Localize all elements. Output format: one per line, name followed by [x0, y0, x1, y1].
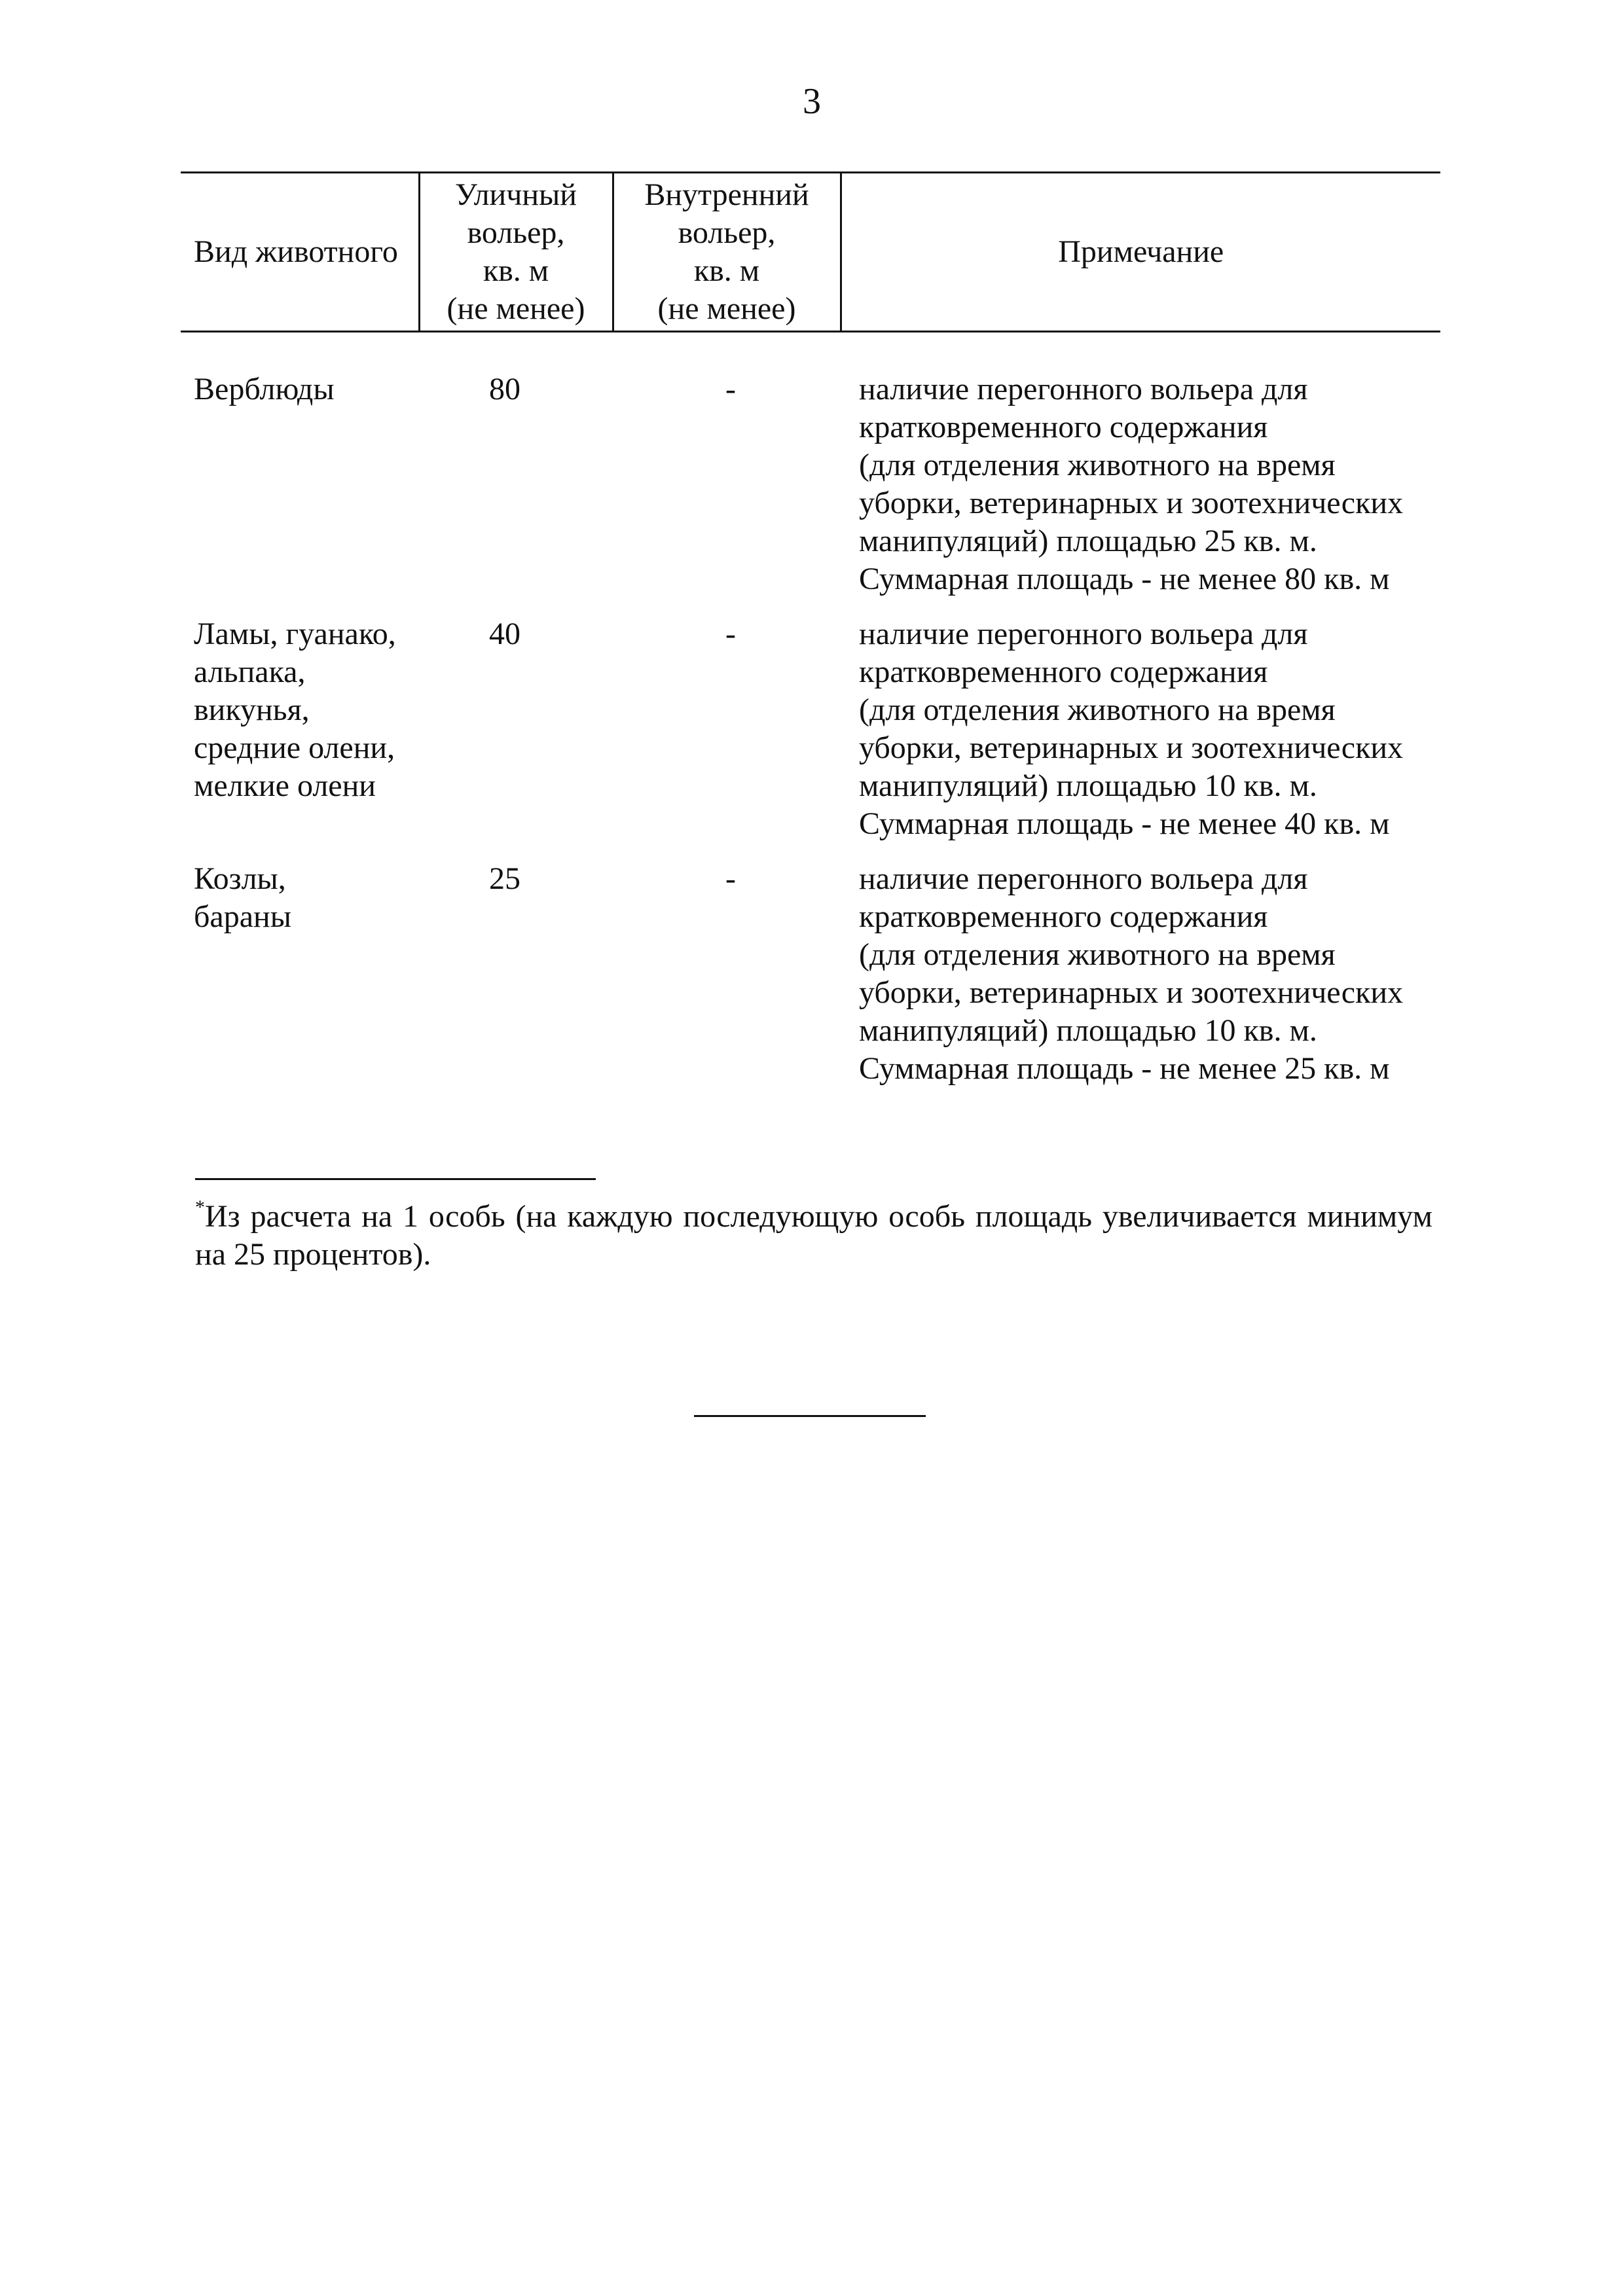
end-of-document-line — [694, 1415, 926, 1417]
outdoor-area-cell: 25 — [489, 861, 520, 896]
species-cell: Козлы, бараны — [194, 861, 291, 934]
table-header-row — [181, 173, 1440, 332]
note-cell: наличие перегонного вольера для кратковременного содержания (для отделения животного на время уборки, ветеринарных и зоотехнических манипуляций) площадью 10 кв. м. Суммарная площадь - не менее 40 кв. м — [859, 617, 1404, 841]
outdoor-area-cell: 80 — [489, 372, 520, 406]
footnote-marker: * — [195, 1196, 205, 1218]
footnote — [195, 1198, 1432, 1274]
indoor-area-cell: - — [725, 861, 736, 896]
outdoor-area-cell: 40 — [489, 617, 520, 651]
enclosure-requirements-table — [181, 171, 1440, 1105]
page-number: 3 — [803, 81, 821, 122]
indoor-area-cell: - — [725, 617, 736, 651]
header-outdoor: Уличный вольер, кв. м (не менее) — [419, 173, 613, 332]
table-row — [181, 615, 1440, 860]
footnote-separator — [195, 1178, 596, 1180]
table-row — [181, 860, 1440, 1105]
species-cell: Верблюды — [194, 372, 335, 406]
table-row — [181, 332, 1440, 616]
species-cell: Ламы, гуанако, альпака, викунья, средние олени, мелкие олени — [194, 617, 396, 803]
footnote-text: Из расчета на 1 особь (на каждую последующую особь площадь увеличивается минимум на 25 процентов). — [195, 1199, 1432, 1272]
indoor-area-cell: - — [725, 372, 736, 406]
note-cell: наличие перегонного вольера для кратковременного содержания (для отделения животного на время уборки, ветеринарных и зоотехнических манипуляций) площадью 25 кв. м. Суммарная площадь - не менее 80 кв. м — [859, 372, 1404, 596]
header-species: Вид животного — [181, 173, 419, 332]
header-indoor: Внутренний вольер, кв. м (не менее) — [613, 173, 841, 332]
note-cell: наличие перегонного вольера для кратковременного содержания (для отделения животного на время уборки, ветеринарных и зоотехнических манипуляций) площадью 10 кв. м. Суммарная площадь - не менее 25 кв. м — [859, 861, 1404, 1086]
header-note: Примечание — [841, 173, 1440, 332]
